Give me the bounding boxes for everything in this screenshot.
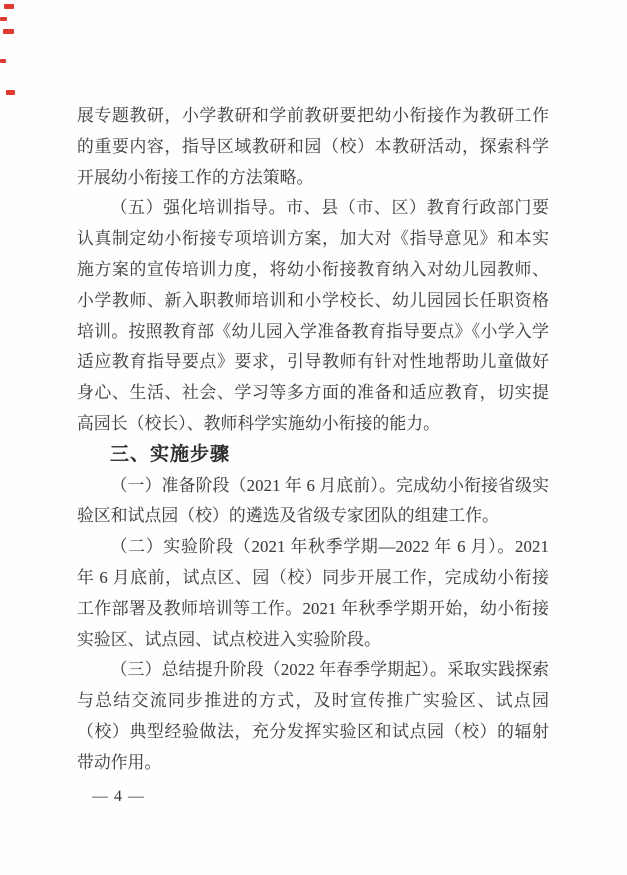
paragraph-continuation: 展专题教研，小学教研和学前教研要把幼小衔接作为教研工作的重要内容，指导区域教研和园（校）本教研活动，探索科学开展幼小衔接工作的方法策略。 — [77, 106, 549, 187]
section-heading-implementation-steps: 三、实施步骤 — [110, 443, 231, 465]
red-pen-mark — [4, 4, 14, 9]
red-pen-mark — [3, 29, 14, 34]
red-pen-mark — [0, 17, 7, 21]
paragraph-item-5-training-guidance: （五）强化培训指导。市、县（市、区）教育行政部门要认真制定幼小衔接专项培训方案，加大对《指导意见》和本实施方案的宣传培训力度，将幼小衔接教育纳入对幼儿园教师、小学教师、新入职教师培训和小学校长、幼儿园园长任职资格培训。按照教育部《幼儿园入学准备教育指导要点》《小学入学适应教育指导要点》要求，引导教师有针对性地帮助儿童做好身心、生活、社会、学习等多方面的准备和适应教育，切实提高园长（校长）、教师科学实施幼小衔接的能力。 — [77, 198, 549, 433]
paragraph-stage-2-experiment: （二）实验阶段（2021 年秋季学期—2022 年 6 月）。2021 年 6 月底前，试点区、园（校）同步开展工作，完成幼小衔接工作部署及教师培训等工作。2021 年秋季学期开始，幼小衔接实验区、试点园、试点校进入实验阶段。 — [77, 537, 549, 649]
paragraph-stage-1-preparation: （一）准备阶段（2021 年 6 月底前）。完成幼小衔接省级实验区和试点园（校）的遴选及省级专家团队的组建工作。 — [77, 475, 549, 526]
paragraph-stage-3-summary-improvement: （三）总结提升阶段（2022 年春季学期起）。采取实践探索与总结交流同步推进的方式，及时宣传推广实验区、试点园（校）典型经验做法，充分发挥实验区和试点园（校）的辐射带动作用。 — [77, 660, 549, 772]
document-body — [77, 101, 549, 779]
page-number: — 4 — — [92, 788, 145, 805]
red-pen-mark — [0, 59, 6, 63]
red-pen-mark — [6, 90, 15, 95]
